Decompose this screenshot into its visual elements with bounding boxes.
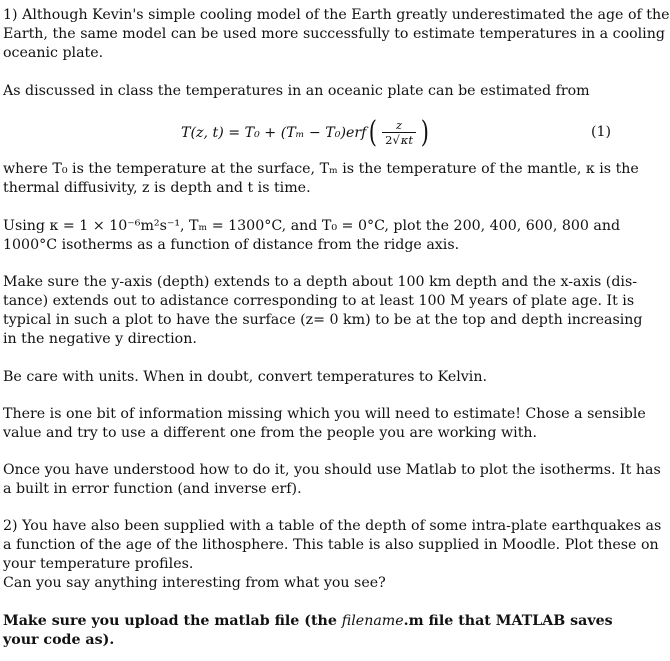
q2-line-4: Can you say anything interesting from what you see? [3,575,386,591]
question-2-paragraph [3,517,662,593]
fraction-numerator: z [396,118,403,132]
upload-note [3,612,643,650]
axes-line-3: typical in such a plot to have the surface (z= 0 km) to be at the top and depth increasing [3,312,643,328]
units-paragraph [3,368,643,387]
axes-line-2: tance) extends out to adistance corresponding to at least 100 M years of plate age. It is [3,293,635,309]
right-paren: ) [420,115,429,150]
upload-filename: filename [341,613,404,629]
where-paragraph [3,160,643,198]
axes-paragraph [3,273,643,349]
left-paren: ( [369,115,378,150]
fraction-denominator: 2√κt [382,132,416,147]
axes-line-1: Make sure the y-axis (depth) extends to a depth about 100 km depth and the x-axis (dis- [3,274,638,290]
q2-line-1: 2) You have also been supplied with a table of the depth of some intra-plate earthquakes as [3,518,662,534]
intro-line-3: oceanic plate. [3,45,104,61]
missing-line-1: There is one bit of information missing which you will need to estimate! Chose a sensible [3,406,646,422]
axes-line-4: in the negative y direction. [3,331,197,347]
q2-line-2: a function of the age of the lithosphere. This table is also supplied in Moodle. Plot these on [3,537,659,553]
equation-lhs: T(z, t) = T₀ + (Tₘ − T₀)erf [181,124,367,141]
where-line-2: thermal diffusivity, z is depth and t is time. [3,180,311,196]
intro-line-2: Earth, the same model can be used more successfully to estimate temperatures in a cooling [3,26,665,42]
using-paragraph [3,217,643,255]
upload-line-2: your code as). [3,632,115,648]
missing-line-2: value and try to use a different one from the people you are working with. [3,425,538,441]
denominator-radicand: κt [400,133,413,147]
matlab-line-2: a built in error function (and inverse erf). [3,481,302,497]
upload-line-1-before: Make sure you upload the matlab file (the [3,613,342,629]
matlab-line-1: Once you have understood how to do it, you should use Matlab to plot the isotherms. It has [3,462,661,478]
temperature-equation [3,110,643,160]
intro-paragraph [3,6,670,63]
discussed-line: As discussed in class the temperatures in an oceanic plate can be estimated from [3,83,590,99]
upload-line-1-after: .m file that MATLAB saves [403,613,613,629]
upload-line-1 [3,612,643,631]
discussed-paragraph [3,82,643,101]
units-line: Be care with units. When in doubt, convert temperatures to Kelvin. [3,369,487,385]
equation-fraction [382,119,416,147]
where-line-1: where T₀ is the temperature at the surface, Tₘ is the temperature of the mantle, κ is the [3,161,639,177]
equation-body [181,115,432,150]
intro-line-1: 1) Although Kevin's simple cooling model of the Earth greatly underestimated the age of the [3,7,670,23]
equation-number: (1) [591,124,612,140]
matlab-paragraph [3,461,661,499]
using-line-1: Using κ = 1 × 10⁻⁶m²s⁻¹, Tₘ = 1300°C, and T₀ = 0°C, plot the 200, 400, 600, 800 and [3,218,621,234]
denominator-prefix: 2 [385,133,393,147]
q2-line-3: your temperature profiles. [3,556,194,572]
using-line-2: 1000°C isotherms as a function of distance from the ridge axis. [3,237,460,253]
missing-info-paragraph [3,405,646,443]
